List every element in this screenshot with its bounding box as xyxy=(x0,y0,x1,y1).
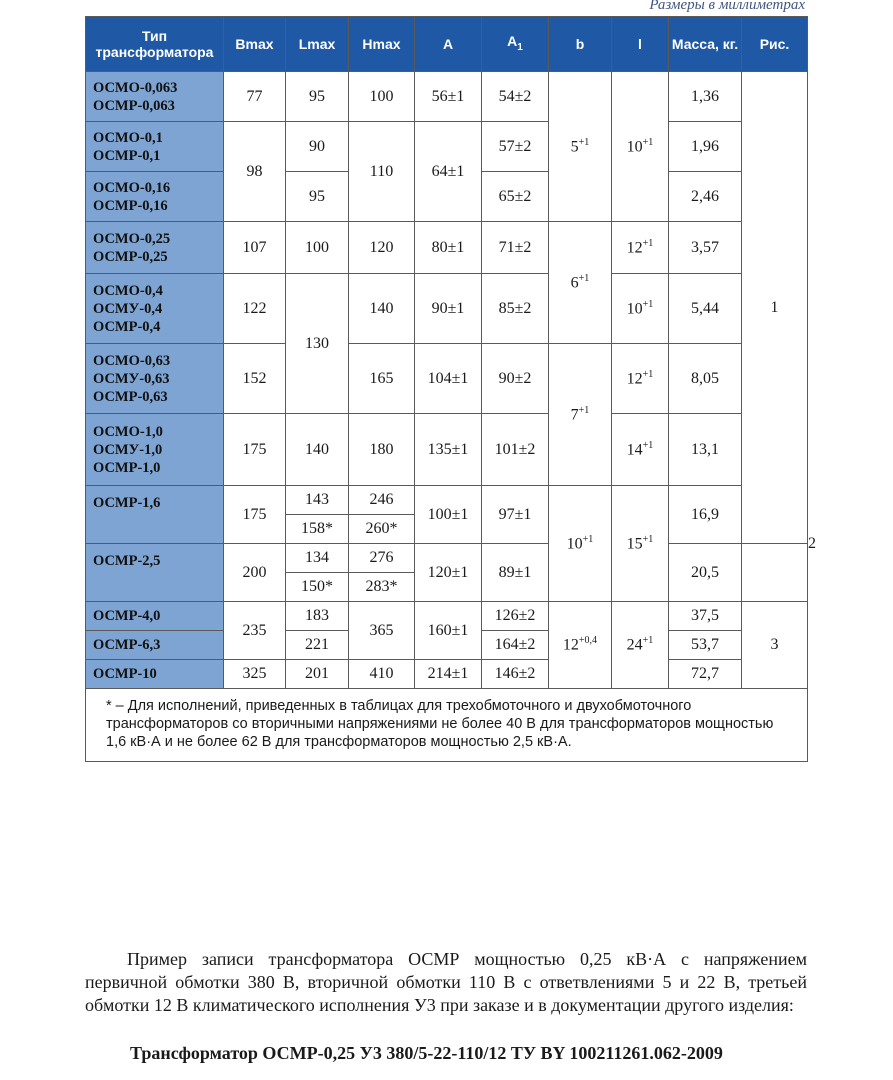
a-cell: 64±1 xyxy=(415,122,482,222)
a1-cell: 146±2 xyxy=(482,660,549,689)
type-cell: ОСМР-6,3 xyxy=(86,631,224,660)
header-hmax: Hmax xyxy=(349,17,415,72)
a1-cell: 71±2 xyxy=(482,222,549,274)
lmax-cell: 95 xyxy=(286,172,349,222)
dimensions-table xyxy=(85,16,816,762)
a1-cell: 126±2 xyxy=(482,602,549,631)
header-l: l xyxy=(612,17,669,72)
table-row xyxy=(86,344,808,414)
a1-cell: 65±2 xyxy=(482,172,549,222)
table-row xyxy=(86,414,808,486)
type-cell: ОСМР-2,5 xyxy=(86,544,224,602)
hmax-cell: 140 xyxy=(349,274,415,344)
table-row xyxy=(86,122,808,172)
table-row xyxy=(86,72,808,122)
mass-cell: 53,7 xyxy=(669,631,742,660)
type-cell: ОСМО-0,16 ОСМР-0,16 xyxy=(86,172,224,222)
mass-cell: 37,5 xyxy=(669,602,742,631)
l-cell: $14^{+1}$ xyxy=(612,414,669,486)
hmax-cell: 120 xyxy=(349,222,415,274)
table-row xyxy=(86,660,808,689)
hmax-cell: 180 xyxy=(349,414,415,486)
hmax-cell: 276 xyxy=(349,544,415,573)
a1-cell: 101±2 xyxy=(482,414,549,486)
header-a1: $A_1$ xyxy=(482,17,549,72)
l-cell: $12^{+1}$ xyxy=(612,222,669,274)
header-b: b xyxy=(549,17,612,72)
type-cell: ОСМР-1,6 xyxy=(86,486,224,544)
type-cell: ОСМО-0,25 ОСМР-0,25 xyxy=(86,222,224,274)
mass-cell: 16,9 xyxy=(669,486,742,544)
lmax-cell: 201 xyxy=(286,660,349,689)
hmax-cell: 365 xyxy=(349,602,415,660)
mass-cell: 72,7 xyxy=(669,660,742,689)
header-mass: Масса, кг. xyxy=(669,17,742,72)
order-example xyxy=(85,948,807,1017)
order-example-text: Пример записи трансформатора ОСМР мощностью 0,25 кВ·А с напряжением первичной обмотки 380 В, вторичной обмотки 110 В с ответвлениями 5 и 22 В, третьей обмотки 12 В климатического исполнения У3 при заказе и в документации другого изделия: xyxy=(85,949,807,1015)
hmax-cell: 100 xyxy=(349,72,415,122)
mass-cell: 5,44 xyxy=(669,274,742,344)
a1-cell: 57±2 xyxy=(482,122,549,172)
table-row xyxy=(86,274,808,344)
b-cell: $7^{+1}$ xyxy=(549,344,612,486)
a-cell: 135±1 xyxy=(415,414,482,486)
order-designation: Трансформатор ОСМР-0,25 У3 380/5-22-110/12 ТУ BY 100211261.062-2009 xyxy=(130,1043,723,1063)
mass-cell: 1,96 xyxy=(669,122,742,172)
mass-cell: 8,05 xyxy=(669,344,742,414)
fig-cell: 3 xyxy=(742,602,808,689)
type-cell: ОСМР-4,0 xyxy=(86,602,224,631)
table-row: ОСМР-1,6 175 143 246 100±1 97±1 $10^{+1}$ $15^{+1}$ 16,9 2 xyxy=(86,486,808,515)
header-fig: Рис. xyxy=(742,17,808,72)
lmax-cell: 134 xyxy=(286,544,349,573)
l-cell: $10^{+1}$ xyxy=(612,72,669,222)
a1-cell: 97±1 xyxy=(482,486,549,544)
a-cell: 160±1 xyxy=(415,602,482,660)
l-cell: $24^{+1}$ xyxy=(612,602,669,689)
lmax-cell: 140 xyxy=(286,414,349,486)
bmax-cell: 122 xyxy=(224,274,286,344)
mass-cell: 13,1 xyxy=(669,414,742,486)
bmax-cell: 175 xyxy=(224,414,286,486)
b-cell: $10^{+1}$ xyxy=(549,486,612,602)
mass-cell: 20,5 xyxy=(669,544,742,602)
a1-cell: 90±2 xyxy=(482,344,549,414)
a-cell: 56±1 xyxy=(415,72,482,122)
footnote-row xyxy=(86,689,808,762)
b-cell: $12^{+0,4}$ xyxy=(549,602,612,689)
type-cell: ОСМО-0,1 ОСМР-0,1 xyxy=(86,122,224,172)
l-cell: $15^{+1}$ xyxy=(612,486,669,602)
lmax-cell: 130 xyxy=(286,274,349,414)
type-cell: ОСМР-10 xyxy=(86,660,224,689)
bmax-cell: 77 xyxy=(224,72,286,122)
header-a: A xyxy=(415,17,482,72)
lmax-cell: 158* xyxy=(286,515,349,544)
hmax-cell: 260* xyxy=(349,515,415,544)
hmax-cell: 110 xyxy=(349,122,415,222)
mass-cell: 2,46 xyxy=(669,172,742,222)
lmax-cell: 150* xyxy=(286,573,349,602)
fig-cell: 1 xyxy=(742,72,808,544)
units-caption: Размеры в миллиметрах xyxy=(649,0,805,13)
header-row xyxy=(86,17,808,72)
bmax-cell: 235 xyxy=(224,602,286,660)
l-cell: $10^{+1}$ xyxy=(612,274,669,344)
a1-cell: 164±2 xyxy=(482,631,549,660)
mass-cell: 3,57 xyxy=(669,222,742,274)
a1-cell: 89±1 xyxy=(482,544,549,602)
bmax-cell: 175 xyxy=(224,486,286,544)
a-cell: 80±1 xyxy=(415,222,482,274)
bmax-cell: 325 xyxy=(224,660,286,689)
lmax-cell: 100 xyxy=(286,222,349,274)
table-row xyxy=(86,544,808,573)
hmax-cell: 283* xyxy=(349,573,415,602)
table-row xyxy=(86,222,808,274)
a-cell: 214±1 xyxy=(415,660,482,689)
hmax-cell: 165 xyxy=(349,344,415,414)
lmax-cell: 95 xyxy=(286,72,349,122)
footnote: * – Для исполнений, приведенных в таблицах для трехобмоточного и двухобмоточного трансформаторов со вторичными напряжениями не более 40 В для трансформаторов мощностью 1,6 кВ·А и не более 62 В для трансформаторов мощностью 2,5 кВ·А. xyxy=(86,689,808,762)
hmax-cell: 410 xyxy=(349,660,415,689)
lmax-cell: 183 xyxy=(286,602,349,631)
lmax-cell: 143 xyxy=(286,486,349,515)
a-cell: 104±1 xyxy=(415,344,482,414)
header-lmax: Lmax xyxy=(286,17,349,72)
header-type: Тип трансформатора xyxy=(86,17,224,72)
hmax-cell: 246 xyxy=(349,486,415,515)
bmax-cell: 152 xyxy=(224,344,286,414)
bmax-cell: 98 xyxy=(224,122,286,222)
type-cell: ОСМО-0,063 ОСМР-0,063 xyxy=(86,72,224,122)
a-cell: 120±1 xyxy=(415,544,482,602)
table-row xyxy=(86,602,808,631)
l-cell: $12^{+1}$ xyxy=(612,344,669,414)
type-cell: ОСМО-0,63 ОСМУ-0,63 ОСМР-0,63 xyxy=(86,344,224,414)
bmax-cell: 107 xyxy=(224,222,286,274)
type-cell: ОСМО-1,0 ОСМУ-1,0 ОСМР-1,0 xyxy=(86,414,224,486)
lmax-cell: 90 xyxy=(286,122,349,172)
type-cell: ОСМО-0,4 ОСМУ-0,4 ОСМР-0,4 xyxy=(86,274,224,344)
a-cell: 100±1 xyxy=(415,486,482,544)
bmax-cell: 200 xyxy=(224,544,286,602)
header-bmax: Bmax xyxy=(224,17,286,72)
b-cell: $6^{+1}$ xyxy=(549,222,612,344)
a-cell: 90±1 xyxy=(415,274,482,344)
lmax-cell: 221 xyxy=(286,631,349,660)
mass-cell: 1,36 xyxy=(669,72,742,122)
a1-cell: 85±2 xyxy=(482,274,549,344)
b-cell: $5^{+1}$ xyxy=(549,72,612,222)
a1-cell: 54±2 xyxy=(482,72,549,122)
